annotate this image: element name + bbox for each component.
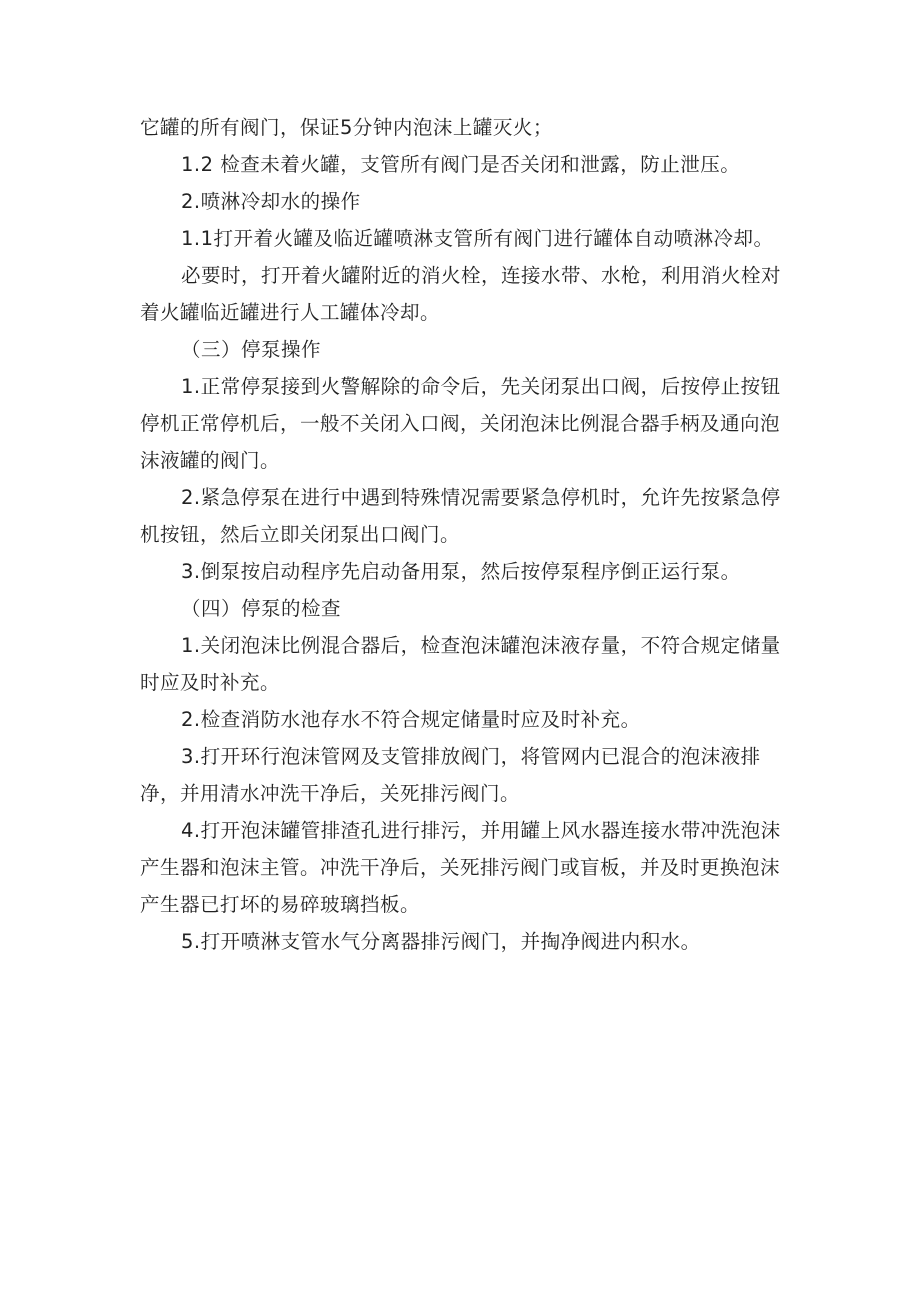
paragraph-flush-tank: 4.打开泡沫罐管排渣孔进行排污，并用罐上风水器连接水带冲洗泡沫产生器和泡沫主管。冲洗干净后，关死排污阀门或盲板，并及时更换泡沫产生器已打坏的易碎玻璃挡板。 [140,819,781,916]
paragraph-check-foam: 1.关闭泡沫比例混合器后，检查泡沫罐泡沫液存量，不符合规定储量时应及时补充。 [140,634,781,694]
paragraph-normal-stop: 1.正常停泵接到火警解除的命令后，先关闭泵出口阀，后按停止按钮停机正常停机后，一般不关闭入口阀，关闭泡沫比例混合器手柄及通向泡沫液罐的阀门。 [140,375,781,472]
paragraph-step-1-2: 1.2 检查未着火罐，支管所有阀门是否关闭和泄露，防止泄压。 [181,153,741,176]
paragraph-switch-pump: 3.倒泵按启动程序先启动备用泵，然后按停泵程序倒正运行泵。 [181,560,741,583]
section-heading-stop-check: （四）停泵的检查 [181,597,342,620]
section-heading-spray-cooling: 2.喷淋冷却水的操作 [181,190,361,213]
paragraph-emergency-stop: 2.紧急停泵在进行中遇到特殊情况需要紧急停机时，允许先按紧急停机按钮，然后立即关闭泵出口阀门。 [140,486,781,546]
paragraph-manual-cooling: 必要时，打开着火罐附近的消火栓，连接水带、水枪，利用消火栓对着火罐临近罐进行人工罐体冷却。 [140,264,782,324]
document-body [140,109,790,960]
paragraph-drain-network: 3.打开环行泡沫管网及支管排放阀门，将管网内已混合的泡沫液排净，并用清水冲洗干净后，关死排污阀门。 [140,745,761,805]
section-heading-pump-stop: （三）停泵操作 [181,338,322,361]
paragraph-spray-step-1-1: 1.1打开着火罐及临近罐喷淋支管所有阀门进行罐体自动喷淋冷却。 [181,227,774,250]
paragraph-drain-separator: 5.打开喷淋支管水气分离器排污阀门，并掏净阀进内积水。 [181,930,701,953]
paragraph-continuation: 它罐的所有阀门，保证5分钟内泡沫上罐灭火； [140,116,553,139]
paragraph-check-water: 2.检查消防水池存水不符合规定储量时应及时补充。 [181,708,641,731]
